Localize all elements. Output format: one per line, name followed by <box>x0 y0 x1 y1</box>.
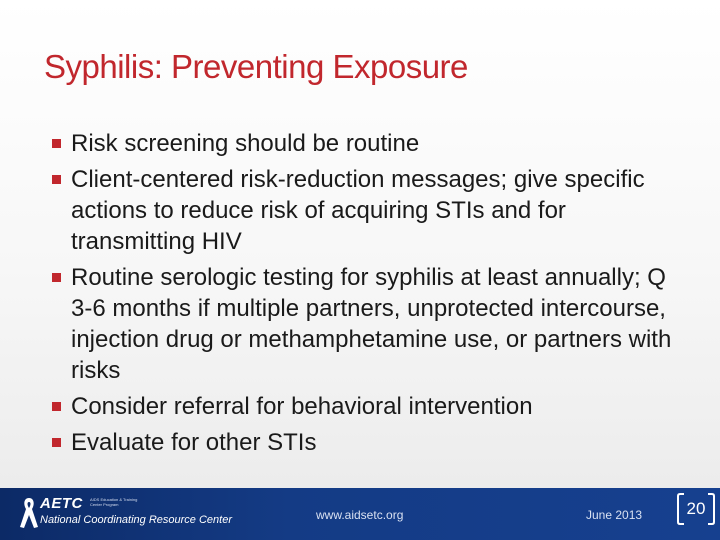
bullet-text: Evaluate for other STIs <box>71 429 317 456</box>
square-bullet-icon <box>52 273 61 282</box>
page-number: 20 <box>686 499 706 518</box>
aetc-logo <box>18 494 232 534</box>
logo-program-text: AIDS Education & Training Center Program <box>90 497 138 507</box>
logo-acronym: AETC <box>40 495 83 512</box>
page-number-badge <box>676 491 716 527</box>
bullet-item <box>50 164 680 257</box>
bullet-text: Risk screening should be routine <box>71 130 420 157</box>
footer-date: June 2013 <box>586 508 643 522</box>
logo-subtitle: National Coordinating Resource Center <box>40 514 232 526</box>
slide-title: Syphilis: Preventing Exposure <box>44 48 468 85</box>
red-ribbon-icon <box>18 496 40 530</box>
bullet-item <box>50 128 680 159</box>
bullet-item <box>50 427 680 458</box>
bullet-text: Client-centered risk-reduction messages; give specific actions to reduce risk of acquiring STIs and for transmitting HIV <box>71 166 645 255</box>
square-bullet-icon <box>52 438 61 447</box>
square-bullet-icon <box>52 402 61 411</box>
bullet-text: Consider referral for behavioral intervention <box>71 393 533 420</box>
square-bullet-icon <box>52 175 61 184</box>
bullet-list <box>50 128 680 463</box>
square-bullet-icon <box>52 139 61 148</box>
bullet-item <box>50 391 680 422</box>
bullet-item <box>50 262 680 386</box>
footer-url[interactable]: www.aidsetc.org <box>316 508 404 522</box>
bullet-text: Routine serologic testing for syphilis at least annually; Q 3-6 months if multiple partners, unprotected intercourse, injection drug or methamphetamine use, or partners with risks <box>71 264 672 384</box>
